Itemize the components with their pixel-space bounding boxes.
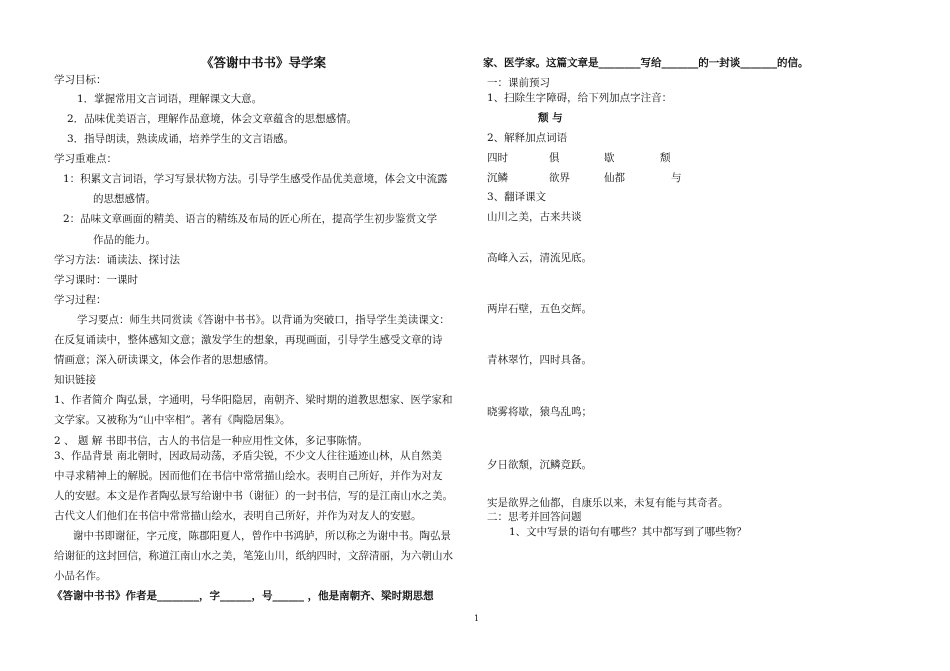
knowledge-text: 人的安慰。本文是作者陶弘景写给谢中书（谢征）的一封书信，写的是江南山水之美。 [54, 490, 453, 502]
process-text: 学习要点：师生共同赏读《答谢中书书》。以背诵为突破口，指导学生美读课文： [77, 314, 450, 326]
word-cell: 与 [671, 172, 682, 184]
method-text: 学习方法：诵读法、探讨法 [54, 254, 180, 266]
goal-item: 2．品味优美语言，理解作品意境，体会文章蕴含的思想感情。 [67, 113, 358, 125]
knowledge-text: 小品名作。 [54, 570, 107, 582]
keypoint-item: 的思想感情。 [93, 193, 156, 205]
process-text: 情画意；深入研读课文，体会作者的思想感情。 [54, 354, 275, 366]
translate-sentence: 山川之美，古来共谈 [487, 211, 582, 223]
fill-blank-continued: 家、医学家。这篇文章是________写给_______的一封谈_______的信。 [483, 57, 809, 69]
word-cell: 颓 [660, 152, 671, 164]
translate-sentence: 青林翠竹，四时具备。 [487, 354, 592, 366]
fill-blank-question: 《答谢中书书》作者是________，字______，号______ ，他是南朝齐、梁时期思想 [52, 590, 434, 602]
preview-item: 1、扫除生字障碍，给下列加点字注音： [487, 92, 673, 104]
preview-item: 2、解释加点词语 [487, 132, 568, 144]
knowledge-text: 谢中书即谢征，字元度，陈郡阳夏人，曾作中书鸿胪，所以称之为谢中书。陶弘景 [73, 530, 451, 542]
word-cell: 四时 [487, 152, 508, 164]
process-text: 在反复诵读中，整体感知文意；激发学生的想象，再现画面，引导学生感受文章的诗 [54, 334, 443, 346]
knowledge-heading: 知识链接 [54, 374, 96, 386]
word-cell: 歇 [604, 152, 615, 164]
keypoint-item: 1：积累文言词语，学习写景状物方法。引导学生感受作品优美意境，体会文中流露 [63, 173, 448, 185]
goal-item: 3．指导朗读，熟读成诵，培养学生的文言语感。 [67, 133, 295, 145]
keypoint-item: 2：品味文章画面的精美、语言的精练及布局的匠心所在，提高学生初步鉴赏文学 [63, 213, 438, 225]
knowledge-text: 文学家。又被称为“山中宰相”。著有《陶隐居集》。 [54, 414, 291, 426]
knowledge-text: 给谢征的这封回信，称道江南山水之美，笔笼山川，纸纳四时，文辞清丽，为六朝山水 [54, 550, 453, 562]
word-cell: 俱 [549, 152, 560, 164]
keypoint-item: 作品的能力。 [93, 234, 156, 246]
phonetic-chars: 颓 与 [538, 112, 563, 124]
knowledge-text: 2 、 题 解 书即书信，古人的书信是一种应用性文体，多记事陈情。 [54, 435, 369, 447]
preview-item: 3、翻译课文 [487, 191, 547, 203]
knowledge-text: 3、作品背景 南北朝时，因政局动荡，矛盾尖锐，不少文人往往遁迹山林，从自然美 [54, 450, 443, 462]
process-heading: 学习过程： [54, 294, 107, 306]
translate-sentence: 实是欲界之仙都，自康乐以来，未复有能与其奇者。 [487, 497, 729, 509]
knowledge-text: 1、作者简介 陶弘景，字通明，号华阳隐居，南朝齐、梁时期的道教思想家、医学家和 [54, 394, 453, 406]
word-cell: 仙都 [604, 172, 625, 184]
translate-sentence: 晓雾将歇，猿鸟乱鸣； [487, 406, 592, 418]
doc-title: 《答谢中书书》导学案 [201, 55, 327, 70]
hours-text: 学习课时：一课时 [54, 274, 138, 286]
goals-heading: 学习目标： [54, 74, 107, 86]
translate-sentence: 高峰入云，清流见底。 [487, 252, 592, 264]
question-item: 1、文中写景的语句有哪些？其中都写到了哪些物？ [509, 526, 747, 538]
word-cell: 欲界 [549, 172, 570, 184]
goal-item: 1．掌握常用文言词语，理解课文大意。 [77, 93, 263, 105]
page-number: 1 [474, 614, 480, 623]
translate-sentence: 夕日欲颓，沉鳞竞跃。 [487, 459, 592, 471]
translate-sentence: 两岸石壁，五色交辉。 [487, 303, 592, 315]
keypoints-heading: 学习重难点： [54, 153, 117, 165]
think-heading: 二：思考并回答问题 [487, 511, 582, 523]
knowledge-text: 古代文人们他们在书信中常常描山绘水，表明自己所好，并作为对友人的安慰。 [54, 510, 422, 522]
preview-heading: 一：课前预习 [487, 77, 550, 89]
word-cell: 沉鳞 [487, 172, 508, 184]
knowledge-text: 中寻求精神上的解脱。因而他们在书信中常常描山绘水。表明自己所好，并作为对友 [54, 470, 443, 482]
